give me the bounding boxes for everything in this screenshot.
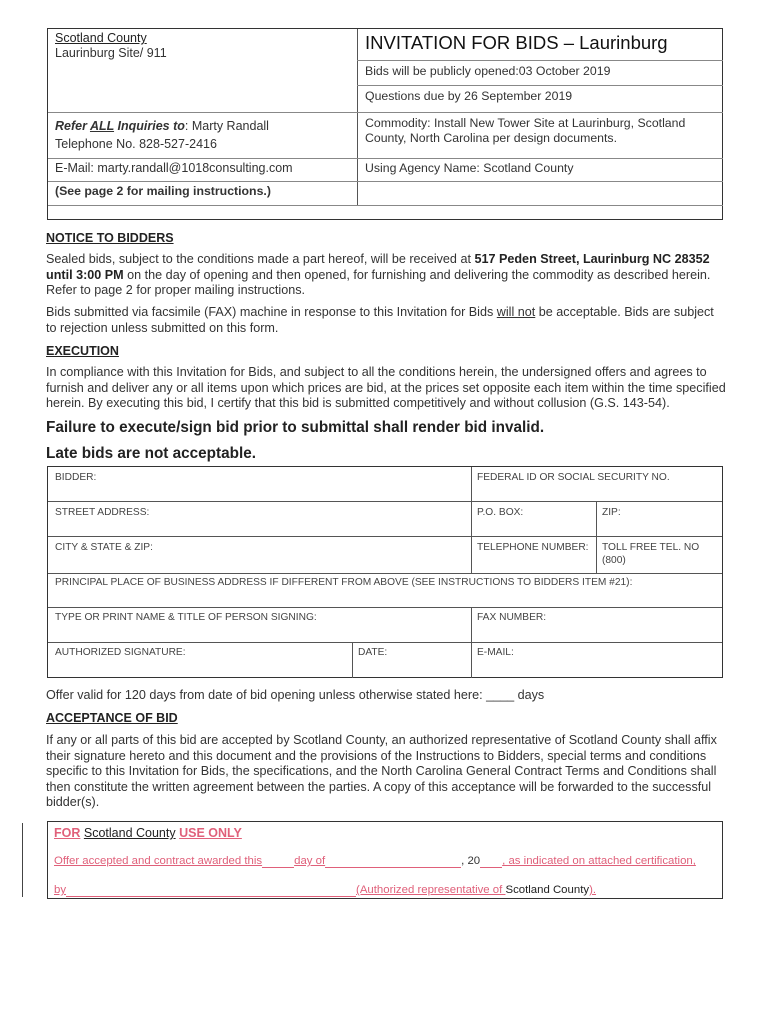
notice-paragraph-1: Sealed bids, subject to the conditions made a part hereof, will be received at 517 Peden Street, Laurinburg NC 28352 until 3:00 PM on the day of opening and then opened, for furnishing and delivering the commodity as described herein. Refer to page 2 for proper mailing instructions. (46, 252, 711, 297)
inquiries-contact: Refer ALL Inquiries to: Marty Randall (55, 119, 269, 133)
page-title: INVITATION FOR BIDS – Laurinburg (365, 32, 668, 53)
acceptance-heading: ACCEPTANCE OF BID (46, 711, 178, 725)
principal-address-label[interactable]: PRINCIPAL PLACE OF BUSINESS ADDRESS IF DIFFERENT FROM ABOVE (SEE INSTRUCTIONS TO BIDDERS ITEM #21): (55, 577, 633, 588)
execution-paragraph: In compliance with this Invitation for Bids, and subject to all the conditions herein, the undersigned offers and agrees to furnish and deliver any or all items upon which prices are bid, at the prices set opposite each item within the time specified herein. By executing this bid, I certify that this bid is submitted competitively and without collusion (G.S. 143-54). (46, 365, 726, 410)
table-col-rule (471, 467, 472, 573)
header-divider (357, 29, 358, 206)
contact-telephone: Telephone No. 828-527-2416 (55, 137, 217, 151)
county-name: Scotland County (55, 31, 147, 45)
header-rule (48, 205, 723, 206)
table-rule (48, 501, 722, 502)
po-box-label[interactable]: P.O. BOX: (477, 507, 524, 518)
table-rule (48, 607, 722, 608)
toll-free-label[interactable]: TOLL FREE TEL. NO (602, 542, 700, 553)
late-bid-warning: Late bids are not acceptable. (46, 445, 256, 462)
table-rule (48, 573, 722, 574)
bidder-label[interactable]: BIDDER: (55, 472, 97, 483)
mailing-note: (See page 2 for mailing instructions.) (55, 184, 271, 198)
city-state-zip-label[interactable]: CITY & STATE & ZIP: (55, 542, 153, 553)
header-table (47, 28, 723, 220)
street-address-label[interactable]: STREET ADDRESS: (55, 507, 150, 518)
bidder-info-table (47, 466, 723, 678)
authorized-rep-line: by (Authorized representative of Scotland County). (54, 884, 597, 896)
opening-date: Bids will be publicly opened:03 October 2019 (365, 64, 611, 78)
sign-warning: Failure to execute/sign bid prior to submittal shall render bid invalid. (46, 419, 545, 436)
table-col-rule (596, 501, 597, 573)
header-rule (48, 158, 723, 159)
questions-due: Questions due by 26 September 2019 (365, 89, 573, 103)
table-rule (48, 642, 722, 643)
table-col-rule (352, 642, 353, 678)
margin-bar (22, 823, 23, 897)
site-name: Laurinburg Site/ 911 (55, 46, 167, 60)
email-label[interactable]: E-MAIL: (477, 647, 514, 658)
zip-label[interactable]: ZIP: (602, 507, 621, 518)
commodity-description: Commodity: Install New Tower Site at Laurinburg, Scotland County, North Carolina per design documents. (365, 116, 686, 145)
county-use-heading: FOR Scotland County USE ONLY (54, 826, 242, 840)
header-rule (357, 85, 723, 86)
county-use-box (47, 821, 723, 899)
header-rule (48, 112, 723, 113)
fax-label[interactable]: FAX NUMBER: (477, 612, 547, 623)
signature-label[interactable]: AUTHORIZED SIGNATURE: (55, 647, 186, 658)
table-col-rule (471, 607, 472, 678)
execution-heading: EXECUTION (46, 344, 119, 358)
notice-paragraph-2: Bids submitted via facsimile (FAX) machine in response to this Invitation for Bids will not be acceptable. Bids are subject to rejection unless submitted on this form. (46, 305, 714, 335)
telephone-label[interactable]: TELEPHONE NUMBER: (477, 542, 589, 553)
signer-name-label[interactable]: TYPE OR PRINT NAME & TITLE OF PERSON SIGNING: (55, 612, 317, 623)
header-rule (48, 181, 723, 182)
agency-name: Using Agency Name: Scotland County (365, 161, 574, 175)
date-label[interactable]: DATE: (358, 647, 388, 658)
header-rule (357, 60, 723, 61)
contact-email: E-Mail: marty.randall@1018consulting.com (55, 161, 293, 175)
notice-heading: NOTICE TO BIDDERS (46, 231, 174, 245)
award-line: Offer accepted and contract awarded this day of , 20 , as indicated on attached certification, (54, 855, 696, 867)
table-rule (48, 536, 722, 537)
federal-id-label[interactable]: FEDERAL ID OR SOCIAL SECURITY NO. (477, 472, 670, 483)
toll-free-prefix: (800) (602, 555, 626, 566)
offer-valid-statement: Offer valid for 120 days from date of bid opening unless otherwise stated here: ____ days (46, 688, 545, 702)
acceptance-paragraph: If any or all parts of this bid are accepted by Scotland County, an authorized representative of Scotland County shall affix their signature hereto and this document and the provisions of the Instructions to Bidders, special terms and conditions specific to this Invitation for Bids, the specifications, and the North Carolina General Contract Terms and Conditions shall then constitute the written agreement between the parties. A copy of this acceptance will be forwarded to the successful bidder(s). (46, 733, 717, 809)
